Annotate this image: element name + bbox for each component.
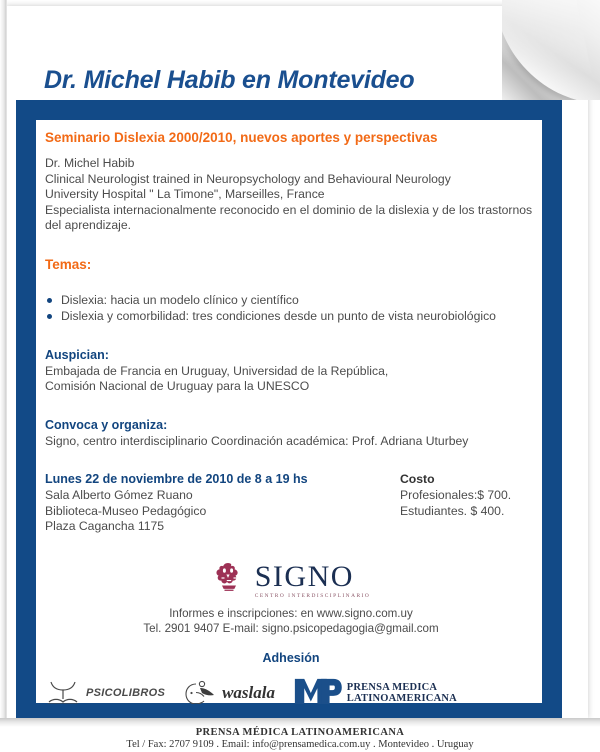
cost-column — [400, 472, 535, 535]
topics-list — [45, 292, 537, 325]
psicolibros-book-icon — [45, 678, 81, 708]
waslala-logo — [183, 678, 275, 708]
sponsors-heading: Auspician: — [45, 347, 109, 362]
cost-professionals: Profesionales:$ 700. — [400, 488, 512, 502]
cost-students: Estudiantes. $ 400. — [400, 503, 505, 518]
signo-contact — [45, 606, 537, 637]
contact-line-1: Informes e inscripciones: en www.signo.com.uy — [169, 606, 413, 620]
list-item: Dislexia y comorbilidad: tres condiciones desde un punto de vista neurobiológico — [45, 308, 537, 325]
organizer-line-1: Signo, centro interdisciplinario Coordinación académica: Prof. Adriana Uturbey — [45, 433, 469, 448]
footer-line-1: PRENSA MÉDICA LATINOAMERICANA — [195, 727, 405, 738]
footer-line-2: Tel / Fax: 2707 9109 . Email: info@prensamedica.com.uy . Montevideo . Uruguay — [126, 739, 474, 750]
cost-heading: Costo — [400, 472, 435, 486]
paper-bottom-edge — [0, 718, 600, 727]
psicolibros-label: PSICOLIBROS — [86, 686, 166, 699]
topics-heading: Temas: — [45, 256, 92, 272]
event-date: Lunes 22 de noviembre de 2010 de 8 a 19 hs — [45, 472, 308, 486]
organizer-heading: Convoca y organiza: — [45, 417, 168, 432]
psicolibros-logo — [45, 678, 165, 708]
page-curl-icon — [502, 0, 600, 100]
signo-tagline: CENTRO INTERDISCIPLINARIO — [254, 592, 371, 599]
page-footer — [0, 727, 600, 750]
sponsors-line-1: Embajada de Francia en Uruguay, Universidad de la República, — [45, 363, 389, 378]
signo-logo — [212, 561, 371, 599]
event-details-row — [45, 472, 537, 535]
signo-wordmark: SIGNO — [254, 559, 354, 593]
venue-line-1: Sala Alberto Gómez Ruano — [45, 488, 193, 502]
signo-wordmark-block — [255, 561, 371, 599]
venue-line-2: Biblioteca-Museo Pedagógico — [45, 503, 207, 518]
paper-left-edge — [0, 0, 7, 724]
speaker-name: Dr. Michel Habib — [45, 156, 135, 170]
signo-logo-block — [45, 561, 537, 637]
seminar-heading: Seminario Dislexia 2000/2010, nuevos aportes y perspectivas — [45, 130, 438, 145]
speaker-bio: Especialista internacionalmente reconocido en el dominio de la dislexia y de los trastornos del aprendizaje. — [45, 202, 533, 232]
adhesion-heading: Adhesión — [262, 650, 320, 665]
list-item: Dislexia: hacia un modelo clínico y científico — [45, 292, 537, 309]
prensa-medica-label: PRENSA MEDICA LATINOAMERICANA — [346, 681, 457, 704]
speaker-credential: Clinical Neurologist trained in Neuropsychology and Behavioural Neurology — [45, 171, 451, 186]
signo-emblem-icon — [212, 561, 246, 593]
speaker-affiliation: University Hospital " La Timone", Marseilles, France — [45, 187, 325, 201]
venue-line-3: Plaza Cagancha 1175 — [45, 519, 165, 533]
waslala-label: waslala — [222, 682, 275, 702]
sponsors-line-2: Comisión Nacional de Uruguay para la UNESCO — [45, 379, 310, 393]
page-title: Dr. Michel Habib en Montevideo — [44, 66, 415, 94]
contact-line-2: Tel. 2901 9407 E-mail: signo.psicopedagogia@gmail.com — [143, 622, 439, 635]
waslala-bird-icon — [183, 678, 217, 708]
poster-content — [45, 130, 537, 712]
event-date-column — [45, 472, 400, 535]
footer-bar — [16, 704, 562, 718]
